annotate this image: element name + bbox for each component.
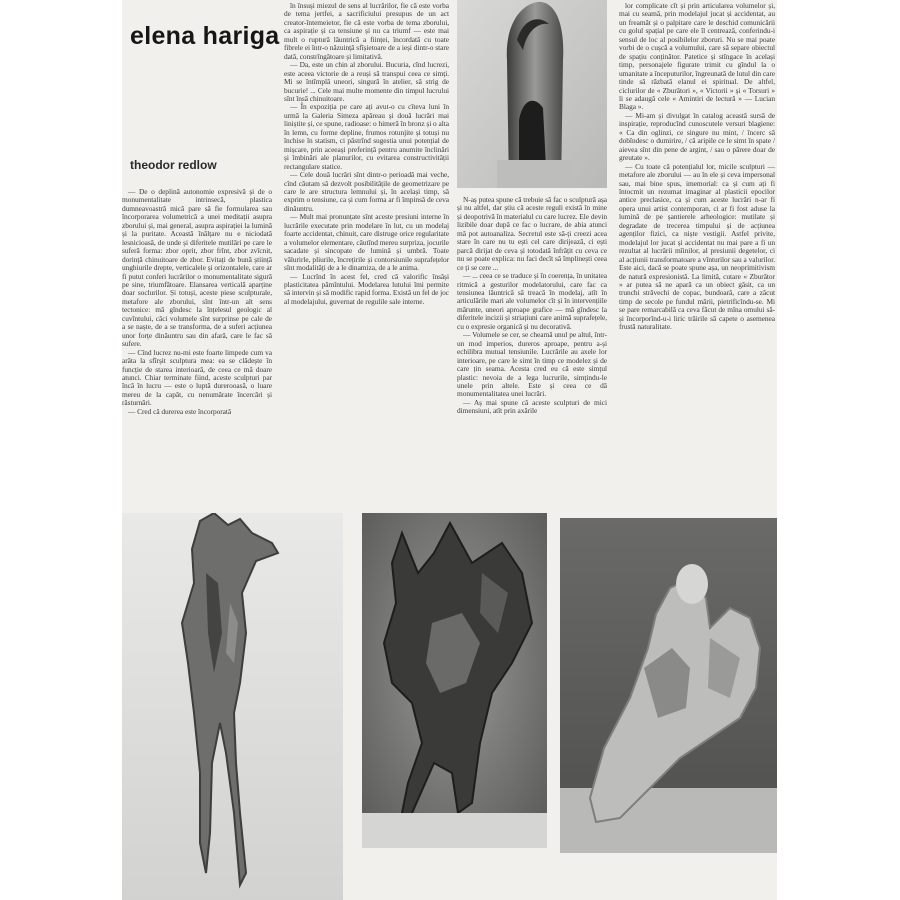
paragraph: — Cînd lucrez nu-mi este foarte limpede cum va arăta la sfîrșit sculptura mea: ea se clădește în funcție de starea interioară, de ceea ce mă doare atunci. Chiar terminate fiind, aceste sculpturi par încă în lucru — este o luptă durerooasă, o luare mereu de la capăt, cu nenumărate încercări și răsturnări. [122,347,272,408]
paragraph: lor complicate cît și prin articularea volumelor și, mai cu seamă, prin modelajul jucat și accidentat, au un freamăt și o palpitare care le deschid comunicării cu golul spațial pe care ele îl centrează, conferindu-i sensul de loc al posibilelor zboruri. Nu se mai poate vorbi de o cușcă a volumului, care să separe obiectul de spațiu conținător. Patetice și stîngace în același timp, personajele figurate trimit cu gîndul la o umanitate a începuturilor, îngreunată de lutul din care tinde să răzbată elanul ei spiritual. De altfel, ciclurilor de « Zburători », « Victorii » și « Torsuri » li se adaugă cele « Amintiri de lectură » — Lucian Blaga ». [619,1,775,112]
magazine-page [122,0,777,900]
paragraph: — Aș mai spune că aceste sculpturi de mici dimensiuni, atît prin axările [457,397,607,416]
sculpture-photo-winged-figure [362,513,547,848]
sculpture-photo-standing-figure [122,513,343,900]
paragraph: — În expoziția pe care ați avut-o cu cîteva luni în urmă la Galeria Simeza apăreau și două lucrări mai liniștite și, ce spune, radioase: o himeră în bronz și o alta în lemn, cu forme depline, frumos rotunjite și totuși nu închise în statism, ci păstrînd sugestia unui potențial de mișcare, prin aceeași preferință pentru anumite înclinări și îmbinări ale planurilor, cu evitarea constructivității rectangulare statice. [284,102,449,171]
article-title: elena hariga [130,22,280,50]
author-name: theodor redlow [130,158,217,172]
paragraph: — De o deplină autonomie expresivă și de o monumentalitate intrinsecă, plastica dumneavoastră mică pare să fie formularea sau încorporarea volumetrică a unei meditații asupra zborului și, mai general, asupra aspirației la lumină și la puritate. Această înălțare nu e niciodată lesnicioasă, de unde și diferitele mutilări pe care le suferă forma: zbor oprit, zbor frînt, zbor zvîcnit, dorință chinuitoare de zbor. Evitați de bună știință unghiurile drepte, verticalele și orizontalele, care ar fi putut conferi lucrărilor o monumentalitate sigură pe sine, triumfătoare. Elansarea verticală aparține doar soclurilor. Și totuși, aceste piese sculpturale, metafore ale zborului, sînt într-un alt sens tectonice: mă gîndesc la înțelesul geologic al cuvîntului, căci volumele sînt surprinse pe cale de a se naște, de a se transforma, de a suferi acțiunea unor forțe dinăuntru sau din afară, care le fac să sufere. [122,187,272,349]
paragraph: — ... ceea ce se traduce și în coerența, în unitatea ritmică a gesturilor modelatorului, care fac ca tensiunea lăuntrică să treacă în modelaj, atît în articulările mari ale volumelor cît și în intervențiile mărunte, uneori aproape grafice — mă gîndesc la diferitele incizii și striațiuni care animă suprafețele, cu o expresie organică și nu decorativă. [457,271,607,331]
paragraph: — Volumele se cer, se cheamă unul pe altul, într-un mod imperios, dureros aproape, pentru a-și echilibra mutual tensiunile. Lucrările au axele lor interioare, pe care le simt în timp ce modelez și de care țin seama. Acesta cred eu că este simțul plastic: nevoia de a lega lucrurile, simțindu-le unele prin altele. Este și ceea ce dă monumentalitatea unei lucrări. [457,330,607,399]
paragraph: — Lucrînd în acest fel, cred că valorific însăși plasticitatea pămîntului. Modelarea lutului îmi permite să intervin și să modific rapid forma. Există un fel de joc al modelajului, guvernat de regulile sale interne. [284,271,449,306]
paragraph: — Da, este un chin al zborului. Bucuria, cînd lucrezi, este aceea victorie de a reuși să transpui ceea ce simți. Mi se întîmplă uneori, singură în atelier, să strig de bucurie! ... Cele mai multe momente din timpul lucrului sînt însă chinuitoare. [284,60,449,103]
text-column-4 [619,2,775,332]
paragraph: — Mult mai pronunțate sînt aceste presiuni interne în lucrările executate prin modelare în lut, cu un modelaj foarte accidentat, chinuit, care distruge orice regularitate a volumelor elementare, căutînd mereu surpriza, jocurile sacadate și sincopate de lumină și umbră. Toate vălurirle, pliurile, încrețirile și contorsiunile suprafețelor sînt modalități de a le dinamiza, de a le anima. [284,212,449,273]
text-column-1 [122,188,272,416]
sculpture-photo-top [457,0,607,188]
paragraph: — Mi-am și divulgat în catalog această sursă de inspirație, reproducînd cunoscutele versuri blagiene: « Ca din oglinzi, ce singure nu mint, / încerc să dobîndesc o dumirire, / că aripile ce le simt în spate / aievea sînt din pene de argint, / sau o părere doar de greutate ». [619,110,775,163]
sculpture-photo-reclining-torso [560,518,777,853]
text-column-2 [284,2,449,306]
paragraph: — Cu toate că potențialul lor, micile sculpturi — metafore ale zborului — au în ele și ceva impersonal sau, mai bine spus, imemorial: ca și cum ați fi întocmit un rezumat imaginar al plasticii epocilor antice preclasice, ca și cum aceste lucrări n-ar fi opera unui artist contemporan, ci ar fi fost aduse la lumină de pe șantierele arheologice: mutilate și degradate de trecerea timpului și de acțiunea agenților fizici, ca niște vestigii. Astfel privite, modelajul lor jucat și accidentat nu mai pare a fi un rezultat al lucrării mîinilor, al presiunii degetelor, ci al acțiunii transformatoare a vînturilor sau a valurilor. Este aici, dacă se poate spune așa, un neoprimitivism de natură expresionistă. La limită, cutare « Zburător » ar putea să ne apară ca un obiect găsit, ca un trunchi străvechi de copac, bundoară, care a zăcut timp de secole pe fundul mării, pietrificîndu-se. Mi se pare remarcabilă ca ceva făcut de mîna omului să-și încorporînd-u-i liric trăirile să capete o asemenea frustă naturalitate. [619,161,775,332]
paragraph: în însuși miezul de sens al lucrărilor, fie că este vorba de tema jertfei, a sacrificiului presupus de un act creator-întemeietor, fie că este vorba de tema zborului, ca aspirație și ca tensiune și nu ca triumf — este mai mult o ruptură lăuntrică a ființei, încordată cu toate fibrele ei într-o năzuință sfîșietoare de a ieși dintr-o stare dată, constrîngătoare și limitativă. [284,1,449,61]
paragraph: — Cele două lucrări sînt dintr-o perioadă mai veche, cînd căutam să dezvolt posibilitățile de geometrizare pe care le are structura lemnului și, în același timp, să exprim o tensiune, ca și cum forma ar fi împinsă de ceva dinăuntru. [284,170,449,213]
paragraph: N-aș putea spune că trebuie să fac o sculptură așa și nu altfel, dar știu că aceste reguli există în mine și deopotrivă în materialul cu care lucrez. Ele devin lizibile doar după ce fac o lucrare, de abia atunci mă pot autoanaliza. Secretul este să-ți creezi acea stare în care nu tu ești cel care dirijează, ci ești parcă dirijat de ceva și totodată înfrățit cu ceva ce nu se poate explica: nu faci decît să împlinești ceea ce ți se cere ... [457,195,607,272]
paragraph: — Cred că durerea este încorporată [128,406,232,416]
text-column-3 [457,196,607,416]
